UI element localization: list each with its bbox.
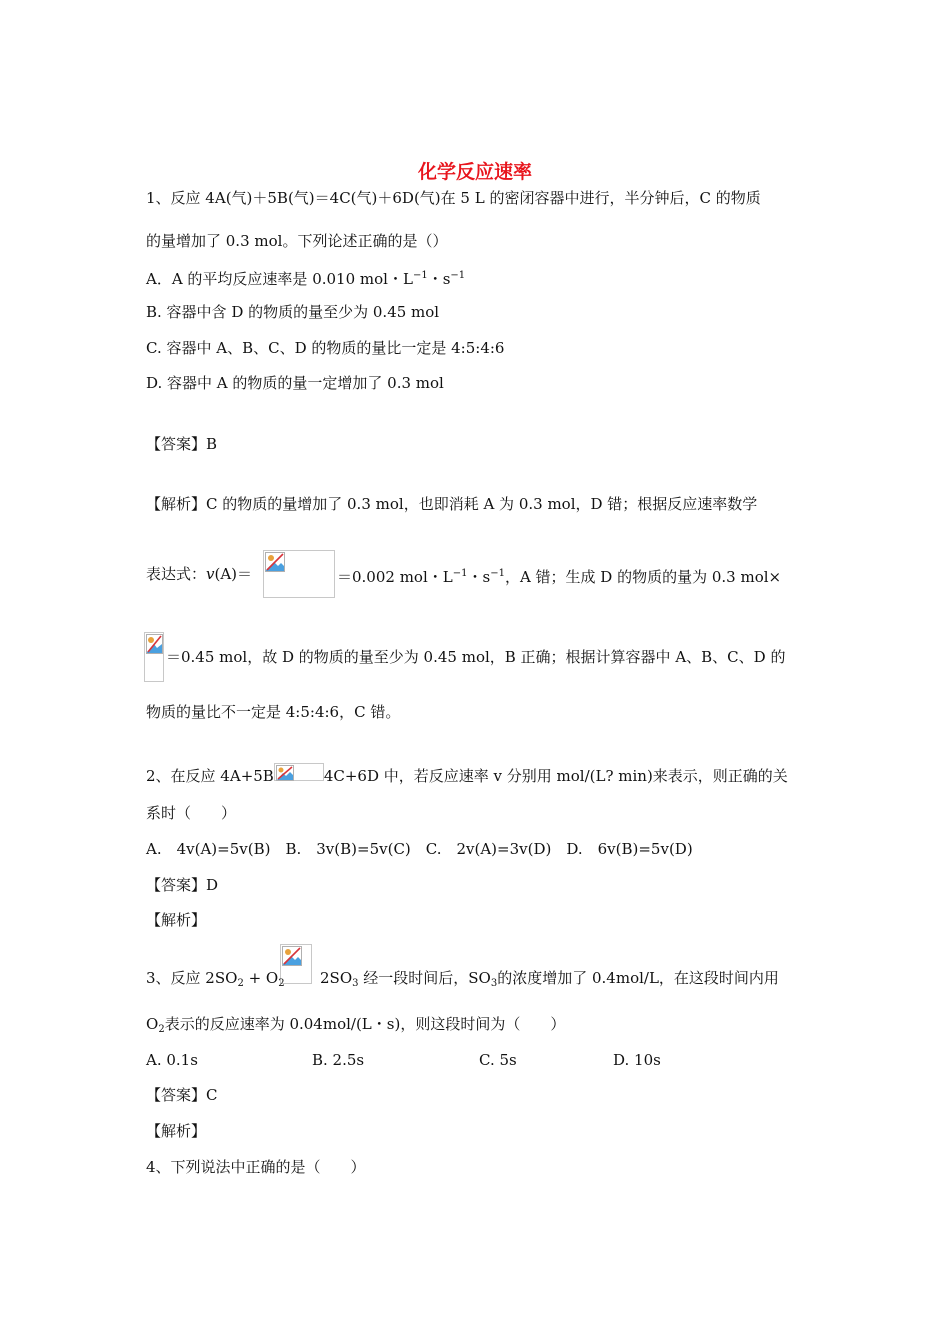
page-title: 化学反应速率 (417, 161, 532, 183)
reversible-arrow-image-icon (274, 763, 324, 781)
q1-option-c: C. 容器中 A、B、C、D 的物质的量比一定是 4:5:4:6 (146, 339, 505, 357)
q3-stem-line1-left (146, 968, 285, 988)
q1-answer: 【答案】B (146, 435, 218, 453)
q2-analysis: 【解析】 (146, 911, 207, 929)
q4-stem: 4、下列说法中正确的是（ ） (146, 1158, 366, 1176)
q1-stem-line1: 1、反应 4A(气)＋5B(气)＝4C(气)＋6D(气)在 5 L 的密闭容器中进行，半分钟后，C 的物质 (146, 189, 761, 207)
q1-exp-prefix: 表达式： (146, 565, 207, 583)
q1-option-a-text: A．A 的平均反应速率是 0.010 mol・L (146, 270, 413, 288)
q1-exp-sup2: −1 (490, 568, 505, 579)
q3-option-c: C. 5s (479, 1051, 517, 1069)
q3-option-b: B. 2.5s (312, 1051, 365, 1069)
q1-explanation-line2-cont (337, 564, 781, 584)
q1-option-d: D. 容器中 A 的物质的量一定增加了 0.3 mol (146, 374, 444, 392)
q3-stem-line2 (146, 1014, 565, 1034)
q1-option-a-sup1: −1 (412, 270, 428, 281)
q1-exp-v: v (206, 565, 215, 583)
q1-option-a (146, 266, 465, 286)
q1-option-a-sup2: −1 (450, 270, 466, 281)
q3-stem-a: 3、反应 2SO (146, 969, 238, 987)
q3-analysis: 【解析】 (146, 1122, 207, 1140)
q1-exp-a: (A)＝ (214, 565, 253, 583)
q1-explanation-line3: ＝0.45 mol，故 D 的物质的量至少为 0.45 mol，B 正确；根据计算容器中 A、B、C、D 的 (166, 648, 786, 666)
q1-option-b: B. 容器中含 D 的物质的量至少为 0.45 mol (146, 303, 440, 321)
q3-stem-b: + O (243, 969, 279, 987)
q1-exp-sup1: −1 (452, 568, 468, 579)
q2-stem-post: 4C+6D 中，若反应速率 v 分别用 mol/(L? min)来表示，则正确的关 (323, 767, 788, 785)
q2-stem-line1 (146, 763, 788, 783)
q3-stem-o-sub: 2 (158, 1024, 165, 1035)
q1-exp-result: ＝0.002 mol・L (337, 568, 453, 586)
q3-option-a: A. 0.1s (146, 1051, 198, 1069)
q1-stem-line2: 的量增加了 0.3 mol。下列论述正确的是（） (146, 232, 448, 250)
q3-stem-rest: 表示的反应速率为 0.04mol/(L・s)，则这段时间为（ ） (164, 1015, 566, 1033)
q3-answer: 【答案】C (146, 1086, 218, 1104)
q1-option-a-mid: ・s (427, 270, 451, 288)
q3-stem-line1-right (320, 968, 779, 988)
q3-stem-sub4: 3 (490, 978, 498, 989)
q3-stem-e: 的浓度增加了 0.4mol/L，在这段时间内用 (497, 969, 779, 987)
q1-explanation-line1: 【解析】C 的物质的量增加了 0.3 mol，也即消耗 A 为 0.3 mol，D 错；根据反应速率数学 (146, 495, 758, 513)
ratio-image-icon (144, 632, 164, 682)
q2-answer: 【答案】D (146, 876, 219, 894)
q3-stem-sub2: 2 (278, 978, 285, 989)
q1-explanation-line4: 物质的量比不一定是 4:5:4:6，C 错。 (146, 703, 401, 721)
q2-options: A. 4v(A)=5v(B) B. 3v(B)=5v(C) C. 2v(A)=3v(D) D. 6v(B)=5v(D) (146, 840, 693, 858)
q3-stem-o: O (146, 1015, 159, 1033)
q1-exp-rest: ，A 错；生成 D 的物质的量为 0.3 mol× (504, 568, 782, 586)
q3-stem-c: 2SO (320, 969, 353, 987)
q3-stem-sub1: 2 (237, 978, 244, 989)
equilibrium-arrow-image-icon (280, 944, 312, 984)
q3-stem-d: 经一段时间后，SO (358, 969, 491, 987)
q3-option-d: D. 10s (613, 1051, 661, 1069)
fraction-image-icon (263, 550, 335, 598)
q2-stem-pre: 2、在反应 4A+5B (146, 767, 274, 785)
q3-stem-sub3: 3 (352, 978, 359, 989)
q1-explanation-line2 (146, 564, 252, 584)
q2-stem-line2: 系时（ ） (146, 804, 237, 822)
q1-exp-s: ・s (467, 568, 491, 586)
